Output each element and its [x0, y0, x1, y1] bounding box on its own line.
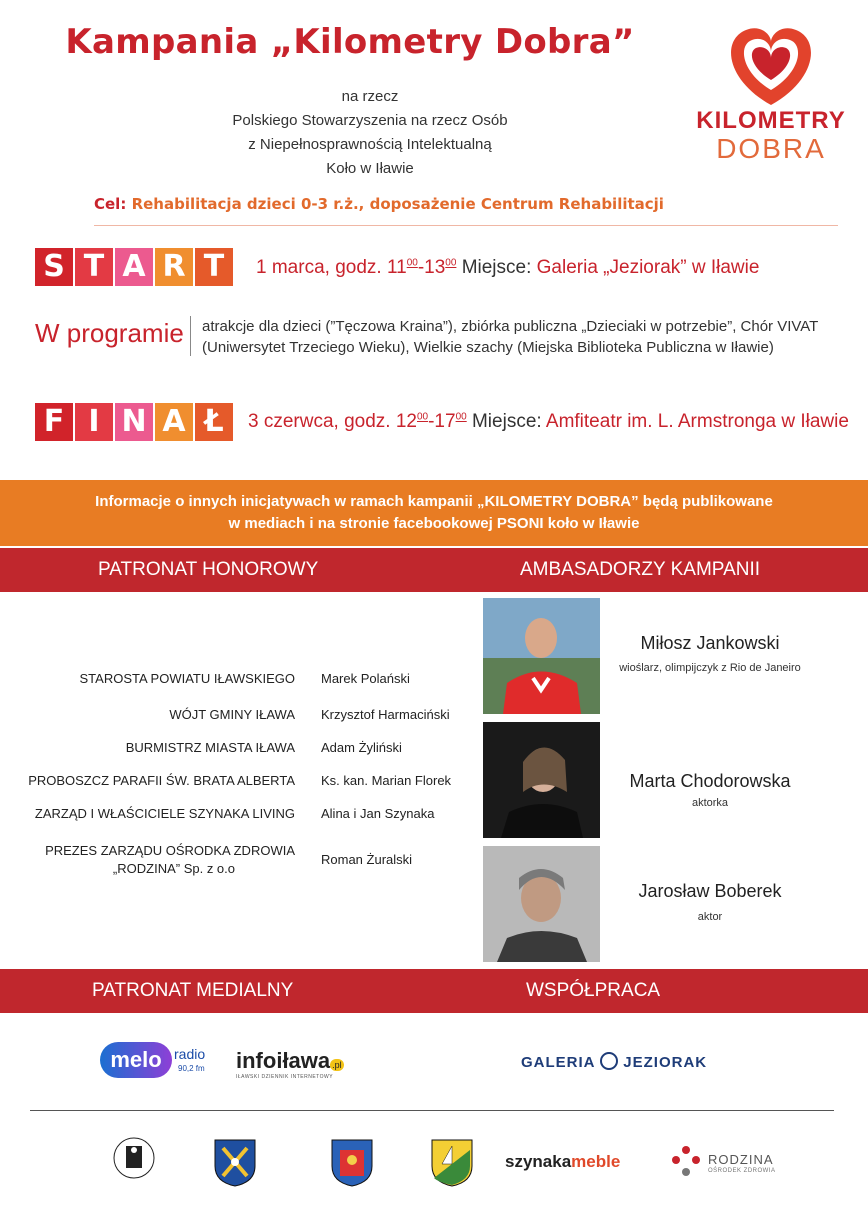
ilawa-coat-of-arms-icon — [430, 1138, 474, 1188]
start-time-dash: -13 — [417, 257, 446, 278]
ambassador-photo — [483, 722, 600, 838]
final-date: 3 czerwca, godz. 12 — [248, 411, 417, 432]
patronat-medialny-heading: PATRONAT MEDIALNY — [92, 980, 294, 1001]
radio-word: radio — [174, 1046, 206, 1062]
info-word: info — [236, 1048, 277, 1073]
start-letter: A — [115, 248, 153, 286]
final-letter: F — [35, 403, 73, 441]
campaign-goal — [94, 195, 664, 213]
ambassador-photo — [483, 846, 600, 962]
subtitle — [180, 85, 560, 181]
info-banner — [0, 480, 868, 546]
divider — [30, 1110, 834, 1111]
gmina-coat-of-arms-icon — [330, 1138, 374, 1188]
patron-name: Alina i Jan Szynaka — [321, 806, 435, 821]
page-title: Kampania „Kilometry Dobra” — [65, 22, 635, 62]
radio-frequency: 90,2 fm — [178, 1064, 205, 1073]
final-place-label: Miejsce: — [471, 411, 542, 432]
start-letter: T — [75, 248, 113, 286]
galeria-circle-icon — [600, 1052, 618, 1070]
ambassador-role: aktorka — [691, 797, 729, 809]
start-letter: T — [195, 248, 233, 286]
ambassador-photo — [483, 598, 600, 714]
start-time-sup: 00 — [445, 257, 457, 269]
pl-badge: .pl — [332, 1060, 342, 1070]
start-details — [256, 257, 759, 279]
szynaka-meble-logo — [505, 1152, 620, 1172]
start-place-label: Miejsce: — [461, 257, 532, 278]
ambassador-role: wioślarz, olimpijczyk z Rio de Janeiro — [619, 662, 801, 674]
ambassador-name: Miłosz Jankowski — [640, 633, 780, 653]
psoni-emblem-icon — [112, 1136, 156, 1180]
powiat-coat-of-arms-icon — [213, 1138, 257, 1188]
rodzina-word: RODZINA — [708, 1152, 774, 1167]
szynaka-word: szynaka — [505, 1152, 572, 1171]
final-tiles — [35, 403, 233, 441]
rodzina-emblem-icon — [668, 1144, 704, 1180]
start-date: 1 marca, godz. 11 — [256, 257, 407, 278]
program-line: atrakcje dla dzieci (”Tęczowa Kraina”), zbiórka publiczna „Dzieciaki w potrzebie”, Chór VIVAT — [202, 318, 819, 335]
patron-name: Ks. kan. Marian Florek — [321, 773, 452, 788]
wspolpraca-heading: WSPÓŁPRACA — [526, 980, 661, 1001]
section-header-bar — [0, 548, 868, 592]
ambassador-name: Jarosław Boberek — [638, 881, 782, 901]
final-time-sup: 00 — [455, 411, 467, 423]
ilawa-word: iława — [276, 1048, 331, 1073]
final-details — [248, 411, 849, 433]
logo-line1: KILOMETRY — [696, 107, 846, 134]
ambassador-name: Marta Chodorowska — [629, 771, 791, 791]
final-time-dash: -17 — [428, 411, 456, 432]
program-text — [202, 316, 842, 358]
patron-name: Adam Żyliński — [321, 740, 402, 755]
info-line: w mediach i na stronie facebookowej PSONI koło w Iławie — [228, 515, 640, 532]
start-letter: R — [155, 248, 193, 286]
infoilawa-logo — [236, 1048, 366, 1084]
goal-text: Rehabilitacja dzieci 0-3 r.ż., doposażenie Centrum Rehabilitacji — [131, 195, 664, 213]
divider — [94, 225, 838, 226]
start-tiles — [35, 248, 233, 286]
start-place: Galeria „Jeziorak” w Iławie — [536, 257, 760, 278]
patronat-honorowy-heading: PATRONAT HONOROWY — [98, 559, 319, 580]
start-time-sup: 00 — [406, 257, 418, 269]
patron-role: ZARZĄD I WŁAŚCICIELE SZYNAKA LIVING — [34, 806, 295, 821]
info-subtitle: IŁAWSKI DZIENNIK INTERNETOWY — [236, 1074, 334, 1080]
melo-radio-logo — [100, 1040, 210, 1082]
final-place: Amfiteatr im. L. Armstronga w Iławie — [545, 411, 849, 432]
info-line: Informacje o innych inicjatywach w ramach kampanii „KILOMETRY DOBRA” będą publikowane — [95, 493, 773, 510]
final-letter: N — [115, 403, 153, 441]
program-label: W programie — [35, 318, 184, 348]
patron-name: Krzysztof Harmaciński — [321, 707, 450, 722]
final-time-sup: 00 — [416, 411, 429, 423]
ambasadorzy-heading: AMBASADORZY KAMPANII — [520, 559, 761, 580]
logo-line2: DOBRA — [716, 133, 826, 164]
subtitle-line: na rzecz — [341, 88, 399, 105]
final-letter: A — [155, 403, 193, 441]
patron-role: PREZES ZARZĄDU OŚRODKA ZDROWIA — [45, 843, 295, 858]
final-letter: Ł — [195, 403, 233, 441]
melo-wordmark: melo — [100, 1042, 172, 1078]
subtitle-line: z Niepełnosprawnością Intelektualną — [248, 136, 492, 153]
final-letter: I — [75, 403, 113, 441]
subtitle-line: Koło w Iławie — [326, 160, 414, 177]
galeria-jeziorak-logo — [521, 1052, 707, 1071]
patron-role: BURMISTRZ MIASTA IŁAWA — [125, 740, 295, 755]
patron-role: PROBOSZCZ PARAFII ŚW. BRATA ALBERTA — [28, 773, 295, 788]
rodzina-subtitle: OŚRODEK ZDROWIA — [708, 1168, 776, 1174]
section-header-bar — [0, 969, 868, 1013]
patron-role: WÓJT GMINY IŁAWA — [169, 707, 295, 722]
start-letter: S — [35, 248, 73, 286]
program-separator — [190, 316, 191, 356]
program-line: (Uniwersytet Trzeciego Wieku), Wielkie szachy (Miejska Biblioteka Publiczna w Iławie) — [202, 339, 774, 356]
patron-role-line2: „RODZINA” Sp. z o.o — [112, 861, 235, 876]
patron-name: Marek Polański — [321, 671, 410, 686]
ambassador-role: aktor — [697, 911, 723, 923]
goal-label: Cel: — [94, 195, 127, 213]
jeziorak-word: JEZIORAK — [623, 1054, 708, 1071]
patron-role: STAROSTA POWIATU IŁAWSKIEGO — [79, 671, 295, 686]
meble-word: meble — [571, 1152, 621, 1171]
subtitle-line: Polskiego Stowarzyszenia na rzecz Osób — [232, 112, 508, 129]
patron-name: Roman Żuralski — [321, 852, 413, 867]
galeria-word: GALERIA — [521, 1054, 595, 1071]
